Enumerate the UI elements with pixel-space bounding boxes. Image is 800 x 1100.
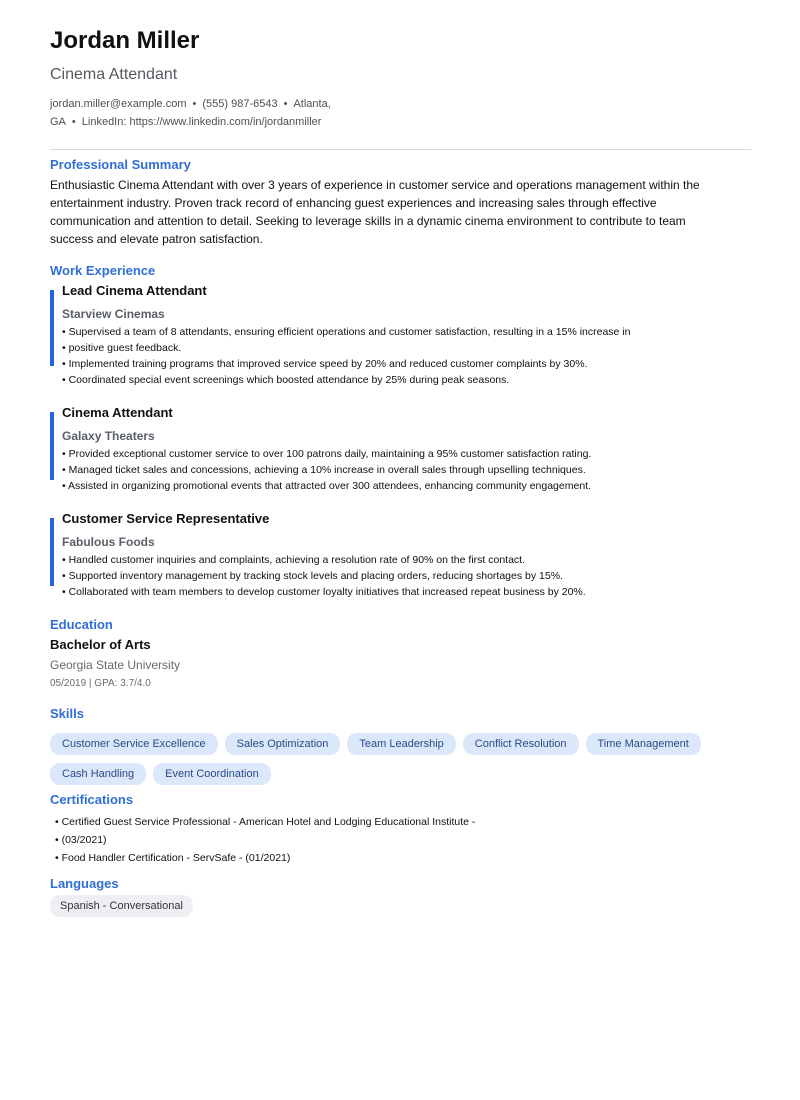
linkedin-link[interactable]: https://www.linkedin.com/in/jordanmiller xyxy=(129,116,322,128)
section-title-skills: Skills xyxy=(50,706,84,721)
skill-chip: Sales Optimization xyxy=(225,733,341,755)
job-bullets xyxy=(62,552,751,600)
job-title: Cinema Attendant xyxy=(62,405,173,420)
job-company: Starview Cinemas xyxy=(62,307,165,321)
certification-item: • Certified Guest Service Professional - American Hotel and Lodging Educational Institute - xyxy=(55,816,476,828)
job-bullet: • Supervised a team of 8 attendants, ensuring efficient operations and customer satisfaction, resulting in a 15% increase in xyxy=(62,326,631,338)
skill-chip: Conflict Resolution xyxy=(463,733,579,755)
skills-list xyxy=(50,733,730,793)
section-title-languages: Languages xyxy=(50,876,119,891)
job-bullets xyxy=(62,446,751,494)
section-title-experience: Work Experience xyxy=(50,263,156,278)
job-accent-bar xyxy=(50,518,54,586)
education-section xyxy=(50,616,751,691)
candidate-name: Jordan Miller xyxy=(50,27,200,54)
job-accent-bar xyxy=(50,290,54,366)
job-title: Customer Service Representative xyxy=(62,511,270,526)
linkedin-label: LinkedIn: xyxy=(81,116,127,128)
skill-chip: Time Management xyxy=(586,733,701,755)
job-bullet: • Handled customer inquiries and complaints, achieving a resolution rate of 90% on the first contact. xyxy=(62,554,526,566)
email-link[interactable]: jordan.miller@example.com xyxy=(50,98,187,110)
skill-chip: Event Coordination xyxy=(153,763,271,785)
section-title-education: Education xyxy=(50,617,113,632)
job-bullet: • Assisted in organizing promotional events that attracted over 300 attendees, enhancing community engagement. xyxy=(62,480,591,492)
contact-separator: • xyxy=(283,98,288,110)
certifications-list xyxy=(55,813,751,867)
header-divider xyxy=(50,149,751,150)
job-bullet: • positive guest feedback. xyxy=(62,342,182,354)
phone-text: (555) 987-6543 xyxy=(202,98,278,110)
job-bullets xyxy=(62,324,751,388)
job-entry xyxy=(50,282,751,388)
job-bullet: • Implemented training programs that improved service speed by 20% and reduced customer complaints by 30%. xyxy=(62,358,588,370)
job-bullet: • Supported inventory management by tracking stock levels and placing orders, reducing shortages by 15%. xyxy=(62,570,563,582)
job-bullet: • Collaborated with team members to develop customer loyalty initiatives that increased repeat business by 20%. xyxy=(62,586,586,598)
candidate-role: Cinema Attendant xyxy=(50,66,178,83)
education-school: Georgia State University xyxy=(50,658,181,672)
education-meta: 05/2019 | GPA: 3.7/4.0 xyxy=(50,678,151,689)
education-degree: Bachelor of Arts xyxy=(50,637,151,652)
skill-chip: Customer Service Excellence xyxy=(50,733,218,755)
job-entry xyxy=(50,510,751,600)
summary-section xyxy=(50,156,751,248)
job-title: Lead Cinema Attendant xyxy=(62,283,207,298)
contact-info xyxy=(50,95,410,131)
experience-section xyxy=(50,262,751,600)
job-bullet: • Coordinated special event screenings which boosted attendance by 25% during peak seasons. xyxy=(62,374,510,386)
job-company: Galaxy Theaters xyxy=(62,429,155,443)
skill-chip: Team Leadership xyxy=(347,733,455,755)
resume-header xyxy=(50,26,751,150)
contact-separator: • xyxy=(71,116,76,128)
skill-chip: Cash Handling xyxy=(50,763,146,785)
job-accent-bar xyxy=(50,412,54,480)
contact-separator: • xyxy=(192,98,197,110)
language-chip: Spanish - Conversational xyxy=(50,895,193,917)
job-company: Fabulous Foods xyxy=(62,535,155,549)
summary-text: Enthusiastic Cinema Attendant with over 3 years of experience in customer service and operations management within the entertainment industry. Proven track record of enhancing guest experiences and increasing sales through effective communication and attention to detail. Seeking to leverage skills in a dynamic cinema environment to contribute to team success and elevate patron satisfaction. xyxy=(50,178,700,246)
job-entry xyxy=(50,404,751,494)
resume-page xyxy=(50,26,751,917)
languages-section xyxy=(50,875,751,917)
certification-item: • Food Handler Certification - ServSafe - (01/2021) xyxy=(55,852,291,864)
location-text: Atlanta, GA xyxy=(50,98,331,128)
section-title-certifications: Certifications xyxy=(50,792,134,807)
job-bullet: • Provided exceptional customer service to over 100 patrons daily, maintaining a 95% customer satisfaction rating. xyxy=(62,448,592,460)
section-title-summary: Professional Summary xyxy=(50,157,191,172)
job-bullet: • Managed ticket sales and concessions, achieving a 10% increase in overall sales through upselling techniques. xyxy=(62,464,586,476)
certifications-section xyxy=(50,791,751,867)
certification-item: • (03/2021) xyxy=(55,834,107,846)
skills-section xyxy=(50,705,751,793)
